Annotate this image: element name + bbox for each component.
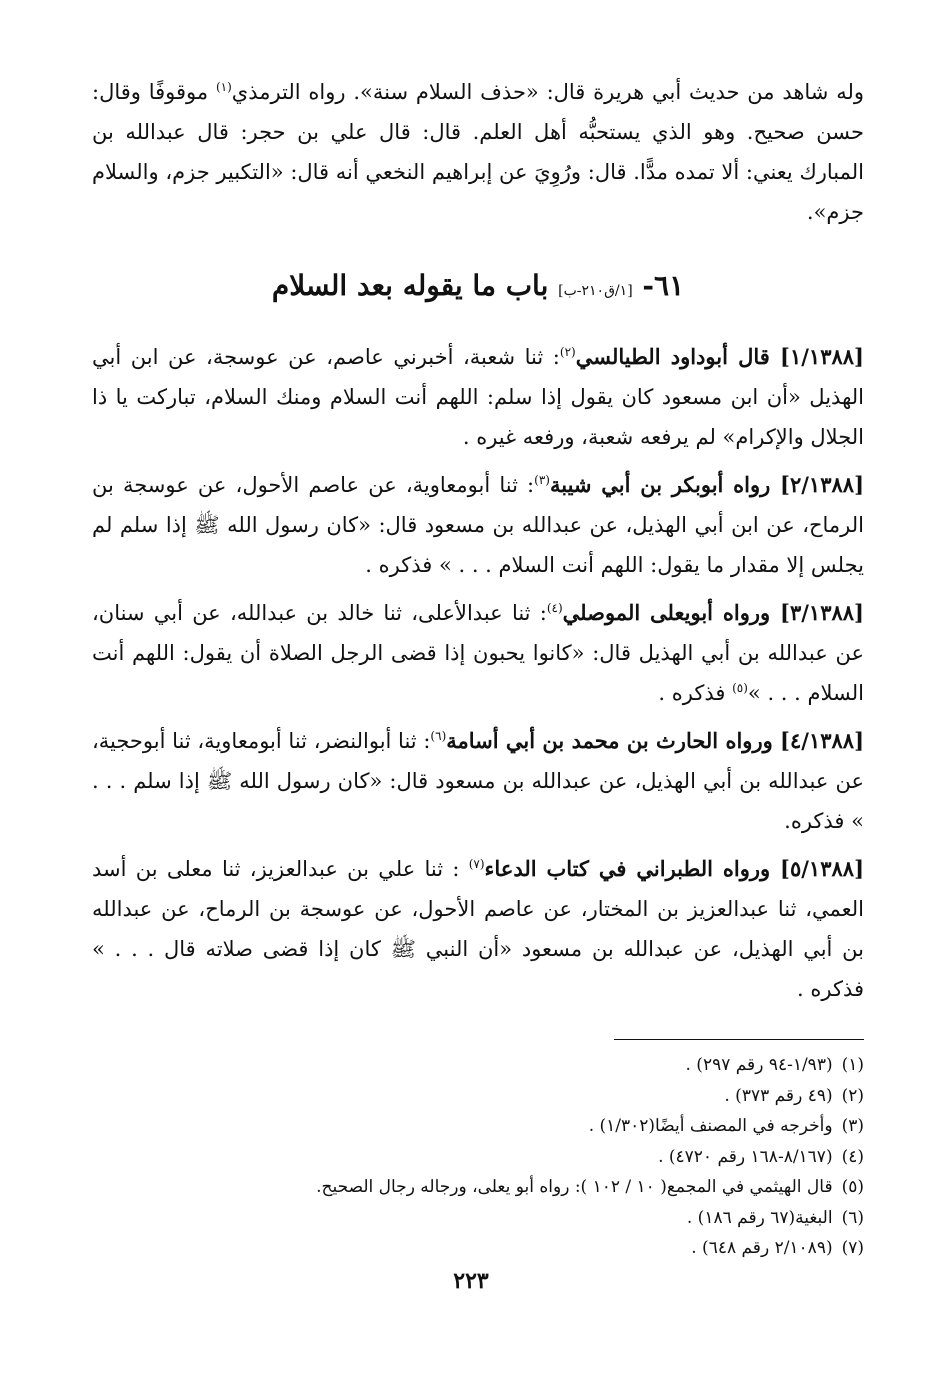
entry-label: [١/١٣٨٨] قال أبوداود الطيالسي — [575, 344, 864, 369]
footnote-number: (٧) — [841, 1238, 864, 1258]
footnote-ref[interactable]: (٢) — [559, 345, 576, 359]
page-body — [92, 72, 864, 1264]
footnote-ref[interactable]: (٤) — [546, 601, 563, 615]
footnote-text: البغية(٦٧ رقم ١٨٦) . — [686, 1207, 833, 1228]
footnote-number: (٤) — [841, 1146, 864, 1167]
footnote-text: قال الهيثمي في المجمع( ١٠ / ١٠٢ ): رواه أبو يعلى، ورجاله رجال الصحيح. — [316, 1177, 833, 1197]
entry-label: [٥/١٣٨٨] ورواه الطبراني في كتاب الدعاء — [484, 856, 864, 881]
entry-text: : ثنا شعبة، أخبرني عاصم، عن عوسجة، عن ابن أبي الهذيل «أن ابن مسعود كان يقول إذا سلم: اللهم أنت السلام ومنك السلام، تباركت يا ذا الجلال والإكرام» لم يرفعه شعبة، ورفعه غيره . — [92, 345, 864, 449]
footnote — [92, 1203, 864, 1234]
footnote — [92, 1233, 864, 1264]
footnote — [92, 1050, 864, 1081]
intro-text-rest: موقوفًا وقال: حسن صحيح. وهو الذي يستحبُّه أهل العلم. قال: قال علي بن حجر: قال عبدالله بن المبارك يعني: ألا تمده مدًّا. قال: ورُوِيَ عن إبراهيم النخعي أنه قال: «التكبير جزم، والسلام جزم». — [92, 80, 864, 224]
footnote-number: (١) — [841, 1055, 864, 1075]
footnote-ref[interactable]: (٣) — [534, 473, 550, 487]
footnote-ref[interactable]: (١) — [215, 80, 232, 94]
footnote-text: (٢/١٠٨٩ رقم ٦٤٨) . — [691, 1238, 833, 1258]
footnote-text: وأخرجه في المصنف أيضًا(١/٣٠٢) . — [588, 1116, 833, 1136]
footnote — [92, 1142, 864, 1173]
footnote-text: (٨/١٦٧-١٦٨ رقم ٤٧٢٠) . — [658, 1146, 833, 1167]
footnote-ref[interactable]: (٧) — [468, 857, 485, 871]
hadith-entry — [92, 849, 864, 1009]
intro-paragraph — [92, 72, 864, 232]
footnote-number: (٢) — [841, 1085, 864, 1106]
entry-text: : ثنا عبدالأعلى، ثنا خالد بن عبدالله، عن أبي سنان، عن عبدالله بن أبي الهذيل قال: «كانوا يحبون إذا قضى الرجل الصلاة أن يقول: اللهم أنت السلام . . . » — [92, 601, 864, 705]
footnote — [92, 1172, 864, 1203]
footnote-divider — [614, 1039, 864, 1040]
footnote-number: (٦) — [841, 1207, 864, 1228]
chapter-title: باب ما يقوله بعد السلام — [271, 269, 549, 302]
entry-text: : ثنا أبوالنضر، ثنا أبومعاوية، ثنا أبوحجية، عن عبدالله بن أبي الهذيل، عن عبدالله بن مسعود قال: «كان رسول الله ﷺ إذا سلم . . . » فذكره. — [92, 729, 864, 833]
footnote-text: (٤٩ رقم ٣٧٣) . — [724, 1085, 833, 1106]
hadith-entry — [92, 721, 864, 841]
footnotes — [92, 1050, 864, 1264]
manuscript-ref: [١/ق٢١٠-ب] — [558, 283, 633, 299]
intro-text: وله شاهد من حديث أبي هريرة قال: «حذف السلام سنة». رواه الترمذي — [231, 80, 865, 104]
footnote-number: (٥) — [841, 1177, 864, 1197]
entry-label: [٢/١٣٨٨] رواه أبوبكر بن أبي شيبة — [549, 472, 864, 497]
entry-label: [٣/١٣٨٨] ورواه أبويعلى الموصلي — [562, 600, 864, 625]
hadith-entry — [92, 593, 864, 713]
entry-label: [٤/١٣٨٨] ورواه الحارث بن محمد بن أبي أسامة — [446, 728, 865, 753]
entry-text: : ثنا أبومعاوية، عن عاصم الأحول، عن عوسجة بن الرماح، عن ابن أبي الهذيل، عن عبدالله بن مسعود قال: «كان رسول الله ﷺ إذا سلم لم يجلس إلا مقدار ما يقول: اللهم أنت السلام . . . » فذكره . — [92, 473, 864, 577]
footnote-number: (٣) — [841, 1116, 864, 1136]
page-number: ٢٢٣ — [453, 1268, 489, 1294]
chapter-number: ٦١- — [642, 269, 685, 302]
footnote-ref[interactable]: (٦) — [430, 729, 447, 743]
chapter-heading — [92, 266, 864, 311]
entry-text-end: فذكره . — [658, 681, 733, 705]
hadith-entry — [92, 337, 864, 457]
footnote — [92, 1111, 864, 1142]
entry-text: : ثنا علي بن عبدالعزيز، ثنا معلى بن أسد العمي، ثنا عبدالعزيز بن المختار، عن عاصم الأحول، عن عوسجة بن الرماح، عن عبدالله بن أبي الهذيل، عن عبدالله بن مسعود «أن النبي ﷺ كان إذا قضى صلاته قال . . . » فذكره . — [92, 857, 864, 1001]
hadith-entry — [92, 465, 864, 585]
footnote — [92, 1081, 864, 1112]
footnote-ref[interactable]: (٥) — [732, 681, 748, 695]
footnote-text: (١/٩٣-٩٤ رقم ٢٩٧) . — [685, 1055, 833, 1075]
